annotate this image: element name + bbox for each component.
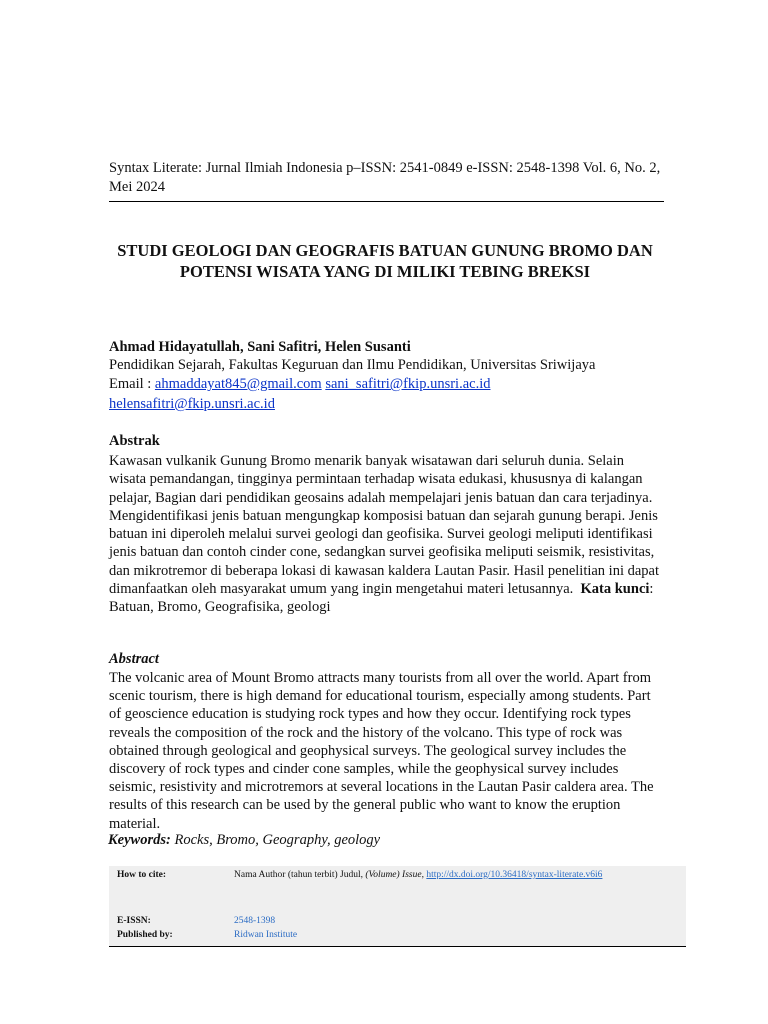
- email-line: [109, 376, 490, 393]
- header-divider: [109, 201, 664, 202]
- eissn-label: E-ISSN:: [117, 916, 151, 926]
- published-by-label: Published by:: [117, 930, 173, 940]
- abstrak-keywords-label: Kata kunci: [580, 581, 650, 598]
- affiliation: Pendidikan Sejarah, Fakultas Keguruan dan Ilmu Pendidikan, Universitas Sriwijaya: [109, 357, 596, 373]
- cite-volume-issue: (Volume) Issue,: [365, 870, 424, 880]
- article-title: STUDI GEOLOGI DAN GEOGRAFIS BATUAN GUNUNG BROMO DAN POTENSI WISATA YANG DI MILIKI TEBING BREKSI: [117, 241, 653, 281]
- publisher-value: Ridwan Institute: [234, 930, 298, 940]
- abstract-keywords-values: Rocks, Bromo, Geography, geology: [170, 832, 381, 848]
- email-label: Email :: [109, 376, 155, 392]
- email-line-2: [109, 396, 275, 413]
- author-list: Ahmad Hidayatullah, Sani Safitri, Helen Susanti: [109, 339, 411, 355]
- email-link-ahmad[interactable]: ahmaddayat845@gmail.com: [154, 376, 322, 392]
- cite-prefix: Nama Author (tahun terbit) Judul,: [234, 870, 366, 880]
- citation-divider: [109, 946, 686, 947]
- journal-header: Syntax Literate: Jurnal Ilmiah Indonesia p–ISSN: 2541-0849 e-ISSN: 2548-1398 Vol. 6, No. 2, Mei 2024: [109, 160, 661, 195]
- abstrak-text: Kawasan vulkanik Gunung Bromo menarik banyak wisatawan dari seluruh dunia. Selain wisata pemandangan, tingginya permintaan terhadap wisata edukasi, khususnya di kalangan pelajar, Bagian dari pendidikan geosains adalah mempelajari jenis batuan dan cara terjadinya. Mengidentifikasi jenis batuan mengungkap komposisi batuan dan sejarah gunung berapi. Jenis batuan ini diperoleh melalui survei geologi dan geofisika. Survei geologi meliputi identifikasi jenis batuan dan contoh cinder cone, sedangkan survei geofisika meliputi seismik, resistivitas, dan mikrotremor di beberapa lokasi di kawasan kaldera Lautan Pasir. Hasil penelitian ini dapat dimanfaatkan oleh masyarakat umum yang ingin mengetahui materi letusannya.: [109, 453, 660, 598]
- abstract-keywords: [108, 832, 380, 849]
- abstrak-heading: Abstrak: [109, 433, 160, 449]
- eissn-value: 2548-1398: [234, 916, 276, 926]
- doi-link[interactable]: http://dx.doi.org/10.36418/syntax-literate.v6i6: [426, 870, 603, 880]
- email-link-helen[interactable]: helensafitri@fkip.unsri.ac.id: [109, 396, 275, 412]
- how-to-cite-value: [234, 870, 602, 880]
- email-link-sani[interactable]: sani_safitri@fkip.unsri.ac.id: [325, 376, 491, 392]
- how-to-cite-label: How to cite:: [117, 870, 167, 880]
- abstrak-keywords: : Batuan, Bromo, Geografisika, geologi: [109, 581, 654, 616]
- abstract-heading: Abstract: [109, 651, 159, 667]
- abstract-body: The volcanic area of Mount Bromo attracts many tourists from all over the world. Apart from scenic tourism, there is high demand for educational tourism, especially among students. Part of geoscience education is studying rock types and how they occur. Identifying rock types reveals the composition of the rock and the history of the volcano. This type of rock was obtained through geological and geophysical surveys. The geological survey includes the discovery of rock types and cinder cone samples, while the geophysical survey includes seismic, resistivity and microtremors at several locations in the Lautan Pasir caldera area. The results of this research can be used by the general public who want to know the eruption material.: [109, 670, 654, 832]
- abstract-keywords-label: Keywords:: [108, 832, 171, 848]
- abstrak-body: [109, 452, 663, 617]
